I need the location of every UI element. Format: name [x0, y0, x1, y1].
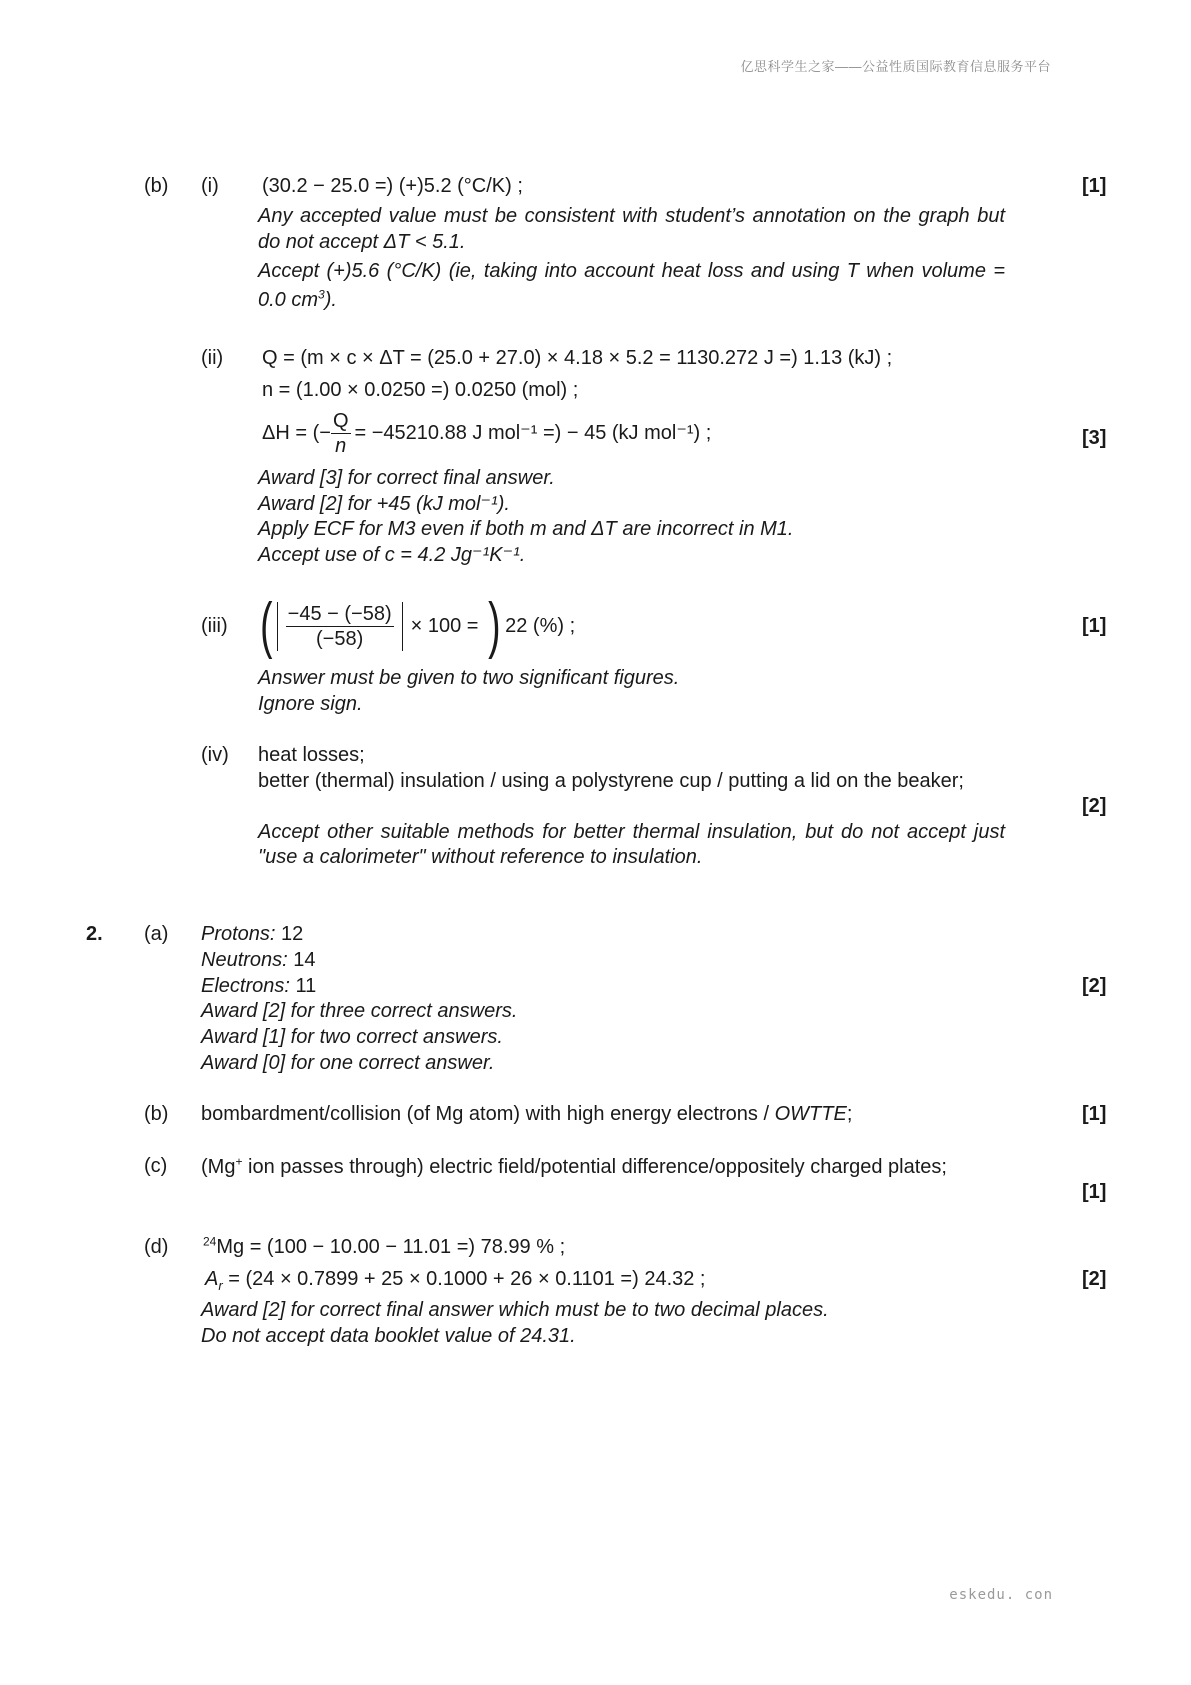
- note-iv: Accept other suitable methods for better thermal insulation, but do not accept just "use a calorimeter" without reference to insulation.: [258, 821, 1005, 868]
- close-paren: ): [488, 591, 501, 660]
- electrons-line: Electrons: 11: [201, 975, 317, 997]
- page-header: 亿思科学生之家——公益性质国际教育信息服务平台: [740, 59, 1051, 74]
- marks-2b: [1]: [1082, 1103, 1107, 1125]
- subpart-label-ii: (ii): [201, 347, 224, 369]
- note-ii-3: Apply ECF for M3 even if both m and ΔT are incorrect in M1.: [258, 518, 794, 540]
- subpart-label-i: (i): [201, 175, 219, 197]
- part-label-2d: (d): [144, 1236, 169, 1258]
- neutrons-line: Neutrons: 14: [201, 949, 316, 971]
- answer-2b: bombardment/collision (of Mg atom) with high energy electrons / OWTTE;: [201, 1103, 853, 1125]
- answer-ii-line1: Q = (m × c × ΔT = (25.0 + 27.0) × 4.18 × 5.2 = 1130.272 J =) 1.13 (kJ) ;: [262, 347, 893, 369]
- answer-ii-line3: ΔH = (− $\frac{Q}{n}$ = −45210.88 J mol⁻¹ =) − 45 (kJ mol⁻¹) ;: [262, 410, 712, 457]
- absolute-value: [277, 602, 403, 651]
- marks-2a: [2]: [1082, 975, 1107, 997]
- note-i-2: Accept (+)5.6 (°C/K) (ie, taking into account heat loss and using T when volume = 0.0 $cm^3$).: [258, 260, 1005, 311]
- marks-i: [1]: [1082, 175, 1107, 197]
- marks-2c: [1]: [1082, 1181, 1107, 1203]
- part-label-2b: (b): [144, 1103, 169, 1125]
- note-ii-4: Accept use of c = 4.2 Jg⁻¹K⁻¹.: [258, 544, 526, 566]
- part-label-2c: (c): [144, 1155, 168, 1177]
- answer-ii-line2: n = (1.00 × 0.0250 =) 0.0250 (mol) ;: [262, 379, 579, 401]
- marks-iv: [2]: [1082, 795, 1107, 817]
- note-ii-1: Award [3] for correct final answer.: [258, 467, 555, 489]
- subpart-label-iv: (iv): [201, 744, 229, 766]
- marks-ii: [3]: [1082, 427, 1107, 449]
- note-2d-1: Award [2] for correct final answer which must be to two decimal places.: [201, 1299, 829, 1321]
- note-2a-2: Award [1] for two correct answers.: [201, 1026, 503, 1048]
- answer-iv-line1: heat losses;: [258, 744, 365, 766]
- note-iii-1: Answer must be given to two significant figures.: [258, 667, 680, 689]
- question-number-2: 2.: [86, 923, 103, 945]
- open-paren: (: [260, 591, 273, 660]
- part-label-2a: (a): [144, 923, 169, 945]
- fraction-percent-error: $\frac{-45 - (-58)}{(-58)}$: [287, 602, 392, 650]
- answer-iii: ( $\frac{-45 - (-58)}{(-58)}$ × 100 = ) 22 (%) ;: [260, 591, 576, 660]
- note-i-1: Any accepted value must be consistent with student’s annotation on the graph but do not accept ΔT < 5.1.: [258, 205, 1005, 253]
- answer-2d-line2: $A_r = (24 \times 0.7899 + 25 \times 0.1000 + 26 \times 0.1101$ =) 24.32 ;: [205, 1268, 706, 1293]
- subpart-label-iii: (iii): [201, 615, 228, 637]
- note-2a-1: Award [2] for three correct answers.: [201, 1000, 518, 1022]
- protons-line: Protons: 12: [201, 923, 304, 945]
- answer-i: (30.2 − 25.0 =) (+)5.2 (°C/K) ;: [262, 175, 523, 197]
- marks-iii: [1]: [1082, 615, 1107, 637]
- page-footer: eskedu. con: [949, 1587, 1053, 1603]
- note-iii-2: Ignore sign.: [258, 693, 363, 715]
- answer-iv-line2: better (thermal) insulation / using a polystyrene cup / putting a lid on the beaker;: [258, 770, 964, 792]
- note-ii-2: Award [2] for +45 (kJ mol⁻¹).: [258, 493, 510, 515]
- answer-2c: (Mg+ ion passes through) electric field/potential difference/oppositely charged plates;: [201, 1154, 947, 1178]
- fraction-q-over-n: $\frac{Q}{n}$: [332, 410, 349, 457]
- answer-2d-line1: $^{24}$Mg = (100 − 10.00 − 11.01 =) 78.99 % ;: [203, 1234, 566, 1258]
- note-2d-2: Do not accept data booklet value of 24.31.: [201, 1325, 576, 1347]
- part-label-1b: (b): [144, 175, 169, 197]
- marks-2d: [2]: [1082, 1268, 1107, 1290]
- note-2a-3: Award [0] for one correct answer.: [201, 1052, 495, 1074]
